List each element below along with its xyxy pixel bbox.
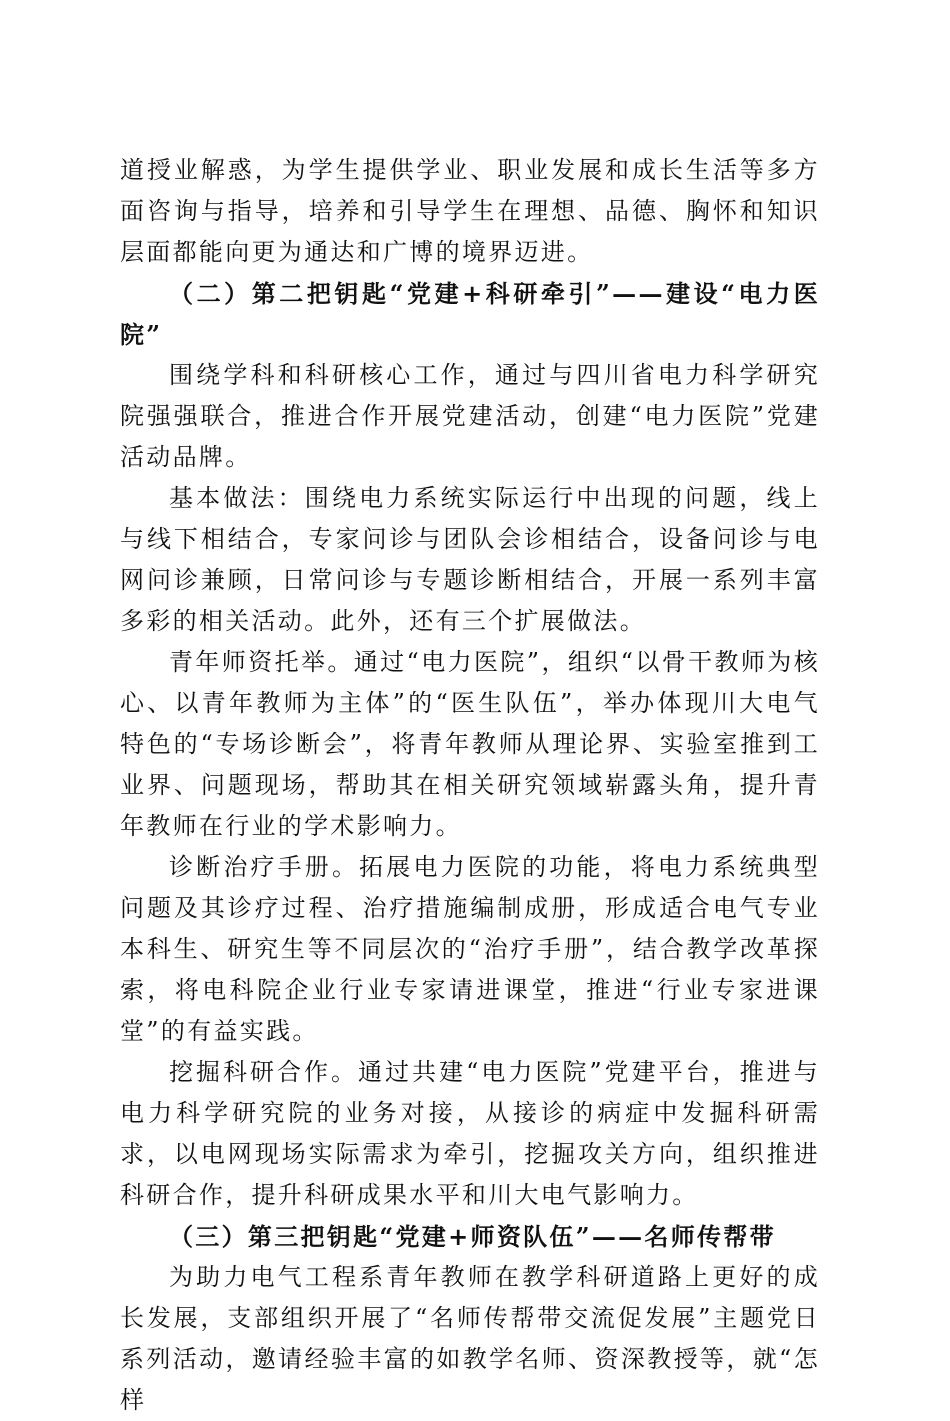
paragraph-mentoring: 为助力电气工程系青年教师在教学科研道路上更好的成长发展，支部组织开展了“名师传帮带交流促发展”主题党日系列活动，邀请经验丰富的如教学名师、资深教授等，就“怎样 [120, 1263, 820, 1414]
paragraph-treatment-manual: 诊断治疗手册。拓展电力医院的功能，将电力系统典型问题及其诊疗过程、治疗措施编制成册，形成适合电气专业本科生、研究生等不同层次的“治疗手册”，结合教学改革探索，将电科院企业行业专家请进课堂，推进“行业专家进课堂”的有益实践。 [120, 853, 820, 1045]
section-heading-3: （三）第三把钥匙“党建+师资队伍”——名师传帮带 [169, 1222, 776, 1251]
paragraph-research-cooperation: 挖掘科研合作。通过共建“电力医院”党建平台，推进与电力科学研究院的业务对接，从接诊的病症中发掘科研需求，以电网现场实际需求为牵引，挖掘攻关方向，组织推进科研合作，提升科研成果水平和川大电气影响力。 [120, 1058, 820, 1209]
paragraph-young-teachers: 青年师资托举。通过“电力医院”，组织“以骨干教师为核心、以青年教师为主体”的“医生队伍”，举办体现川大电气特色的“专场诊断会”，将青年教师从理论界、实验室推到工业界、问题现场，帮助其在相关研究领域崭露头角，提升青年教师在行业的学术影响力。 [120, 648, 820, 840]
paragraph-continuation: 道授业解惑，为学生提供学业、职业发展和成长生活等多方面咨询与指导，培养和引导学生在理想、品德、胸怀和知识层面都能向更为通达和广博的境界迈进。 [120, 156, 820, 266]
paragraph-basic-approach: 基本做法：围绕电力系统实际运行中出现的问题，线上与线下相结合，专家问诊与团队会诊相结合，设备问诊与电网问诊兼顾，日常问诊与专题诊断相结合，开展一系列丰富多彩的相关活动。此外，还有三个扩展做法。 [120, 484, 820, 635]
paragraph-power-hospital-intro: 围绕学科和科研核心工作，通过与四川省电力科学研究院强强联合，推进合作开展党建活动，创建“电力医院”党建活动品牌。 [120, 361, 820, 471]
document-page [120, 150, 820, 1421]
section-heading-2: （二）第二把钥匙“党建+科研牵引”——建设“电力医院” [120, 279, 820, 349]
